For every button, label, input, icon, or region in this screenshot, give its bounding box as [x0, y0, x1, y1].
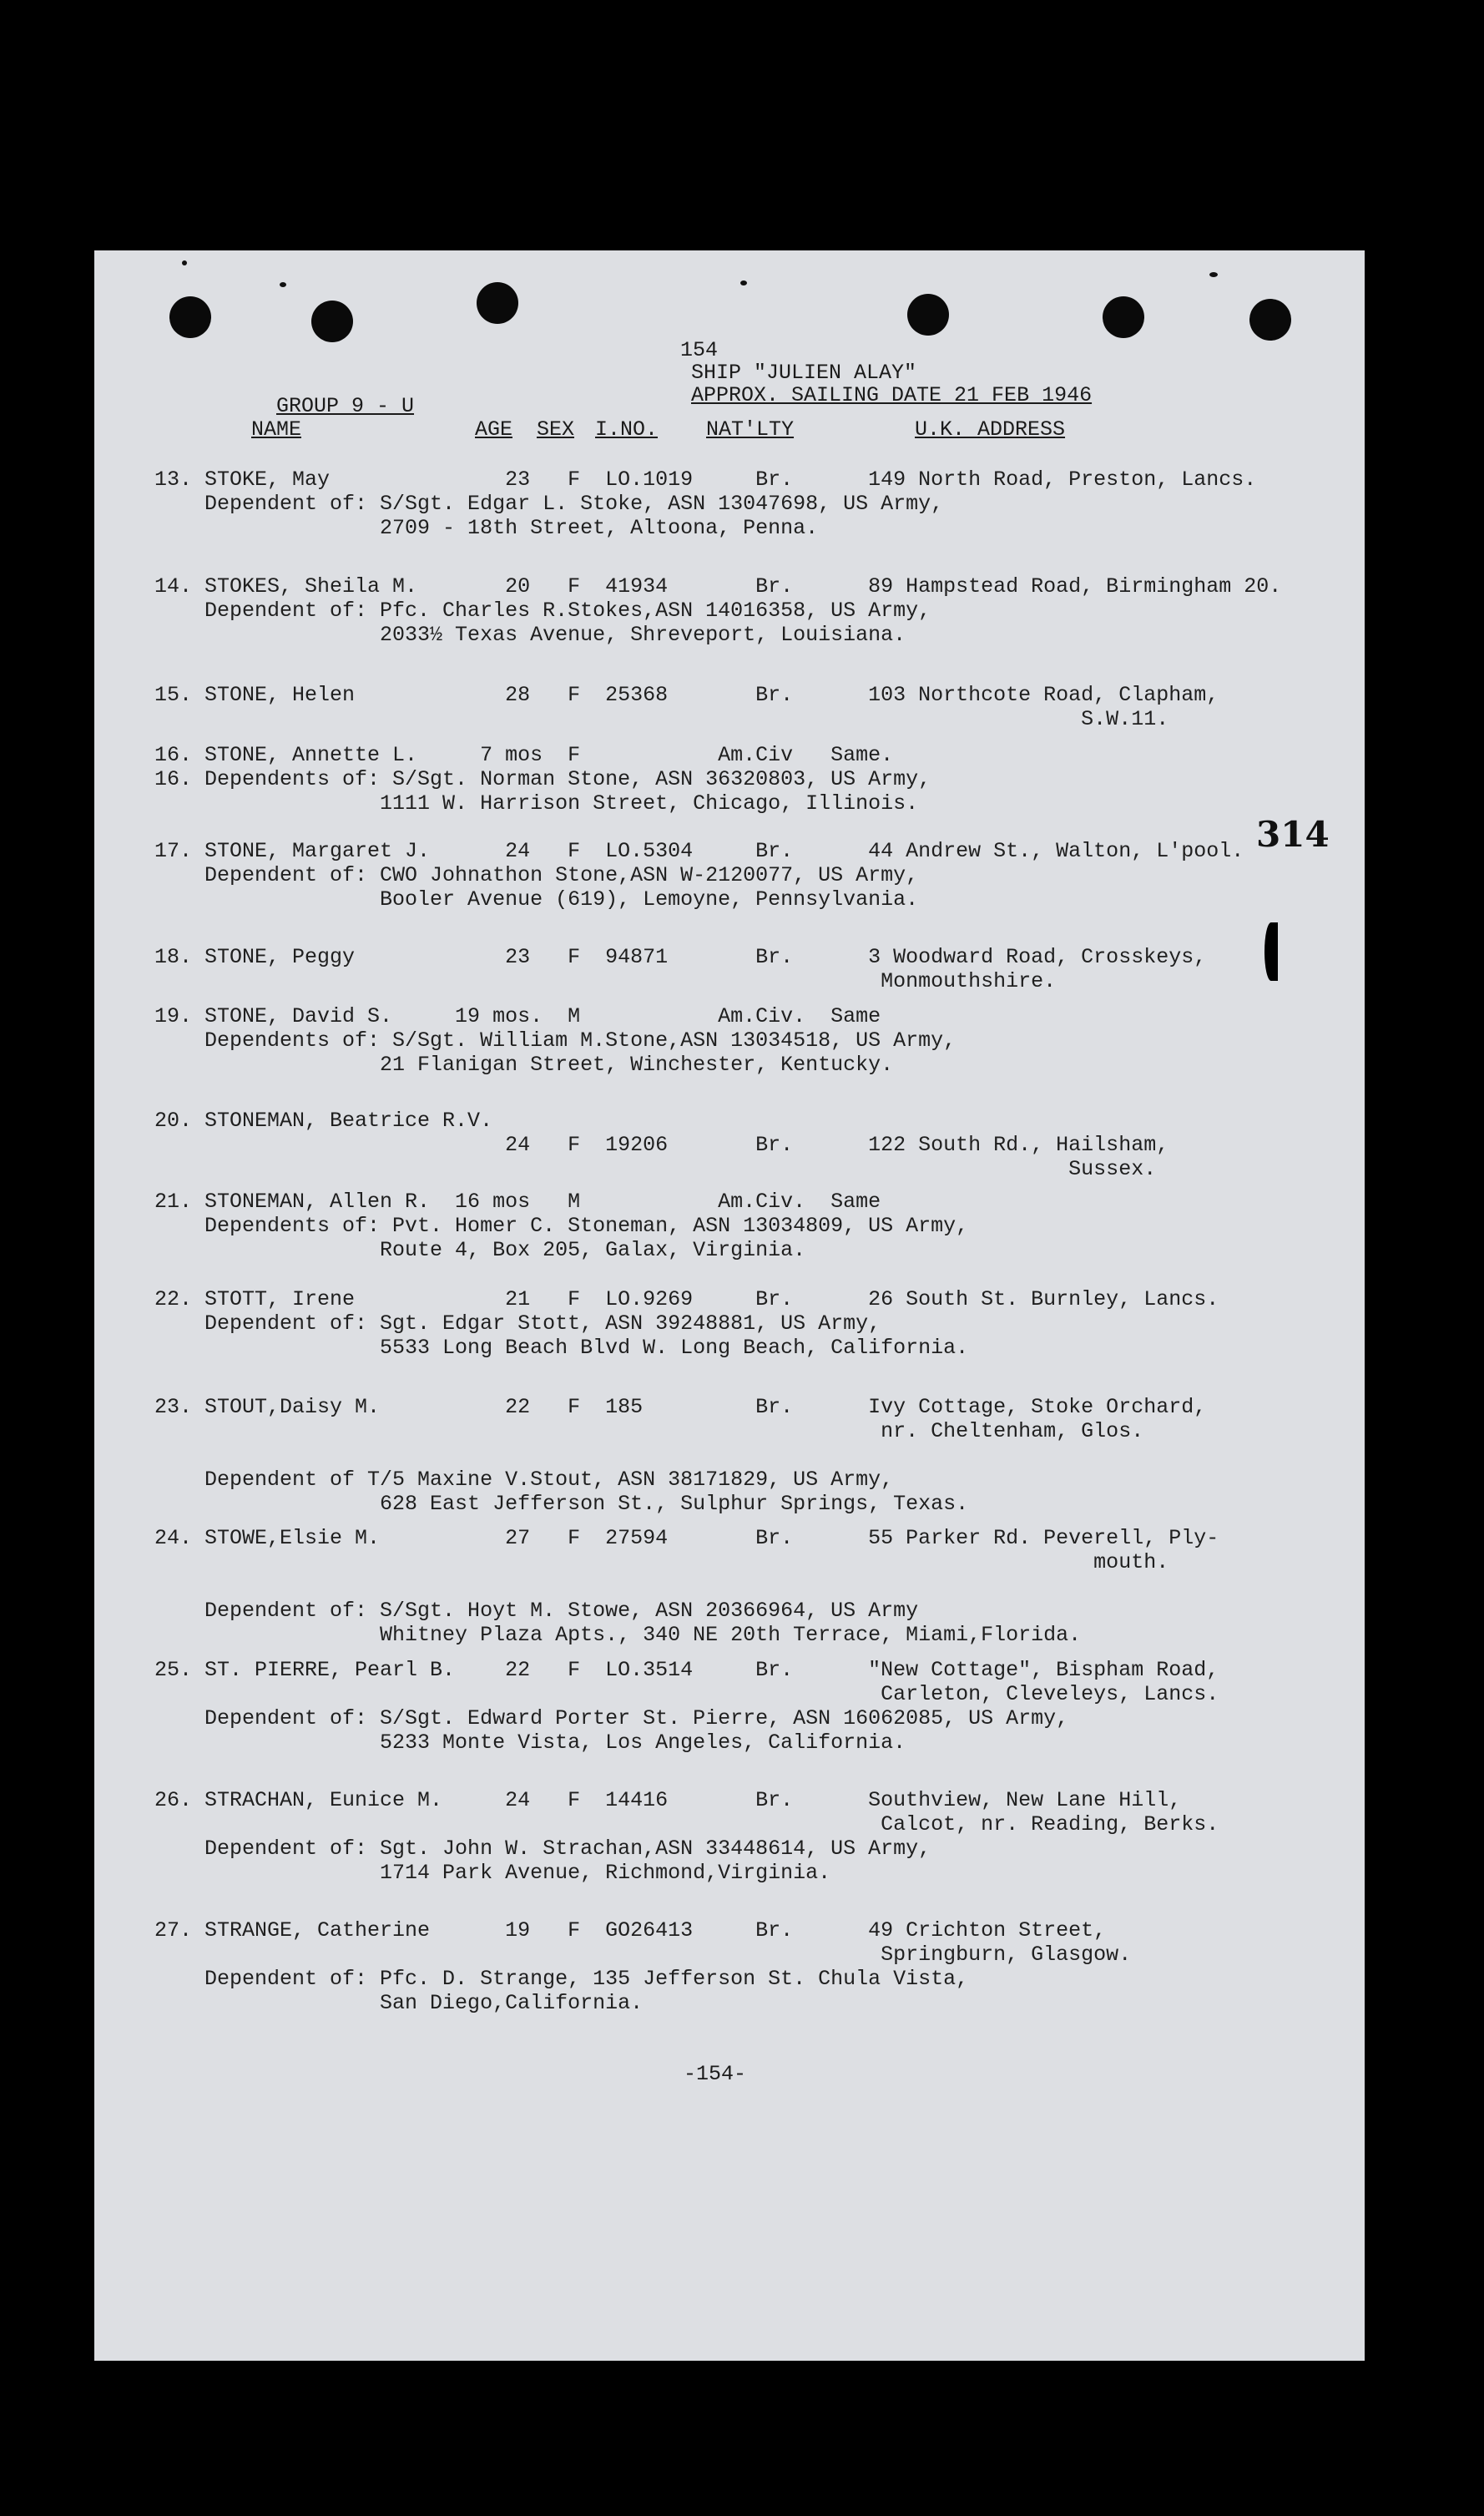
column-name: NAME: [251, 417, 302, 442]
entry-primary-line: 23. STOUT,Daisy M. 22 F 185 Br. Ivy Cottage, Stoke Orchard,: [154, 1395, 1207, 1419]
entry-detail-line: 1714 Park Avenue, Richmond,Virginia.: [154, 1861, 831, 1885]
column-address: U.K. ADDRESS: [915, 417, 1066, 442]
group-label: GROUP 9 - U: [276, 394, 415, 418]
entry-detail-line: Dependent of: S/Sgt. Edgar L. Stoke, ASN 13047698, US Army,: [154, 492, 944, 516]
ink-speck: [1209, 272, 1218, 277]
entry-detail-line: 24 F 19206 Br. 122 South Rd., Hailsham,: [154, 1133, 1169, 1157]
entry-detail-line: Dependent of: S/Sgt. Hoyt M. Stowe, ASN 20366964, US Army: [154, 1599, 919, 1623]
entry-detail-line: Springburn, Glasgow.: [154, 1943, 1132, 1967]
entry-detail-line: Carleton, Cleveleys, Lancs.: [154, 1682, 1219, 1706]
entry-detail-line: Booler Avenue (619), Lemoyne, Pennsylvania.: [154, 887, 919, 912]
entry-detail-line: 628 East Jefferson St., Sulphur Springs, Texas.: [154, 1492, 969, 1516]
document-page: [94, 250, 1365, 2361]
entry-detail-line: 21 Flanigan Street, Winchester, Kentucky.: [154, 1053, 894, 1077]
entry-detail-line: mouth.: [154, 1550, 1169, 1574]
entry-primary-line: 25. ST. PIERRE, Pearl B. 22 F LO.3514 Br. "New Cottage", Bispham Road,: [154, 1658, 1219, 1682]
entry-detail-line: 5533 Long Beach Blvd W. Long Beach, California.: [154, 1336, 969, 1360]
entry-detail-line: Dependent of: Pfc. D. Strange, 135 Jefferson St. Chula Vista,: [154, 1967, 969, 1991]
ship-name: SHIP "JULIEN ALAY": [691, 361, 917, 385]
entry-primary-line: 24. STOWE,Elsie M. 27 F 27594 Br. 55 Parker Rd. Peverell, Ply-: [154, 1526, 1219, 1550]
binder-hole: [1249, 299, 1291, 341]
entry-detail-line: 1111 W. Harrison Street, Chicago, Illinois.: [154, 791, 919, 816]
entry-detail-line: Dependent of: CWO Johnathon Stone,ASN W-2120077, US Army,: [154, 863, 919, 887]
page-footer: -154-: [684, 2062, 747, 2086]
entry-primary-line: 14. STOKES, Sheila M. 20 F 41934 Br. 89 Hampstead Road, Birmingham 20.: [154, 574, 1282, 599]
entry-primary-line: 18. STONE, Peggy 23 F 94871 Br. 3 Woodward Road, Crosskeys,: [154, 945, 1207, 969]
entry-detail-line: Whitney Plaza Apts., 340 NE 20th Terrace, Miami,Florida.: [154, 1623, 1082, 1647]
column-id-no: I.NO.: [595, 417, 659, 442]
column-nationality: NAT'LTY: [706, 417, 795, 442]
column-age: AGE: [475, 417, 513, 442]
ink-speck: [280, 282, 286, 287]
ink-speck: [740, 280, 747, 285]
ink-speck: [182, 260, 187, 265]
page-edge-notch: [1264, 922, 1278, 981]
entry-primary-line: 26. STRACHAN, Eunice M. 24 F 14416 Br. Southview, New Lane Hill,: [154, 1788, 1182, 1812]
binder-hole: [1103, 296, 1144, 338]
binder-hole: [477, 282, 518, 324]
column-sex: SEX: [537, 417, 575, 442]
entry-detail-line: Calcot, nr. Reading, Berks.: [154, 1812, 1219, 1836]
entry-detail-line: San Diego,California.: [154, 1991, 644, 2015]
entry-primary-line: 21. STONEMAN, Allen R. 16 mos M Am.Civ. Same: [154, 1190, 881, 1214]
entry-detail-line: Monmouthshire.: [154, 969, 1057, 993]
entry-detail-line: Dependent of: Sgt. John W. Strachan,ASN 33448614, US Army,: [154, 1836, 931, 1861]
entry-detail-line: Dependent of T/5 Maxine V.Stout, ASN 38171829, US Army,: [154, 1468, 894, 1492]
entry-primary-line: 20. STONEMAN, Beatrice R.V.: [154, 1109, 493, 1133]
entry-detail-line: S.W.11.: [154, 707, 1169, 731]
sailing-date: APPROX. SAILING DATE 21 FEB 1946: [691, 383, 1093, 407]
entry-detail-line: Route 4, Box 205, Galax, Virginia.: [154, 1238, 806, 1262]
entry-primary-line: 16. STONE, Annette L. 7 mos F Am.Civ Same.: [154, 743, 894, 767]
entry-detail-line: nr. Cheltenham, Glos.: [154, 1419, 1144, 1443]
entry-detail-line: Dependents of: S/Sgt. William M.Stone,ASN 13034518, US Army,: [154, 1028, 957, 1053]
binder-hole: [169, 296, 211, 338]
entry-detail-line: 2033½ Texas Avenue, Shreveport, Louisiana.: [154, 623, 906, 647]
entry-detail-line: 2709 - 18th Street, Altoona, Penna.: [154, 516, 819, 540]
entry-detail-line: Dependent of: Pfc. Charles R.Stokes,ASN 14016358, US Army,: [154, 599, 931, 623]
entry-primary-line: 19. STONE, David S. 19 mos. M Am.Civ. Same: [154, 1004, 881, 1028]
entry-detail-line: Dependent of: S/Sgt. Edward Porter St. Pierre, ASN 16062085, US Army,: [154, 1706, 1069, 1730]
entry-primary-line: 27. STRANGE, Catherine 19 F GO26413 Br. 49 Crichton Street,: [154, 1918, 1107, 1943]
page-ref: 154: [680, 338, 719, 362]
entry-detail-line: 16. Dependents of: S/Sgt. Norman Stone, ASN 36320803, US Army,: [154, 767, 931, 791]
entry-primary-line: 17. STONE, Margaret J. 24 F LO.5304 Br. 44 Andrew St., Walton, L'pool.: [154, 839, 1244, 863]
entry-detail-line: 5233 Monte Vista, Los Angeles, California.: [154, 1730, 906, 1755]
entry-primary-line: 15. STONE, Helen 28 F 25368 Br. 103 Northcote Road, Clapham,: [154, 683, 1219, 707]
entry-primary-line: 13. STOKE, May 23 F LO.1019 Br. 149 North Road, Preston, Lancs.: [154, 467, 1257, 492]
entry-detail-line: Dependents of: Pvt. Homer C. Stoneman, ASN 13034809, US Army,: [154, 1214, 969, 1238]
stamped-page-number: 314: [1256, 814, 1330, 855]
binder-hole: [907, 294, 949, 336]
entry-detail-line: Dependent of: Sgt. Edgar Stott, ASN 39248881, US Army,: [154, 1311, 881, 1336]
entry-primary-line: 22. STOTT, Irene 21 F LO.9269 Br. 26 South St. Burnley, Lancs.: [154, 1287, 1219, 1311]
binder-hole: [311, 301, 353, 342]
entry-detail-line: Sussex.: [154, 1157, 1157, 1181]
